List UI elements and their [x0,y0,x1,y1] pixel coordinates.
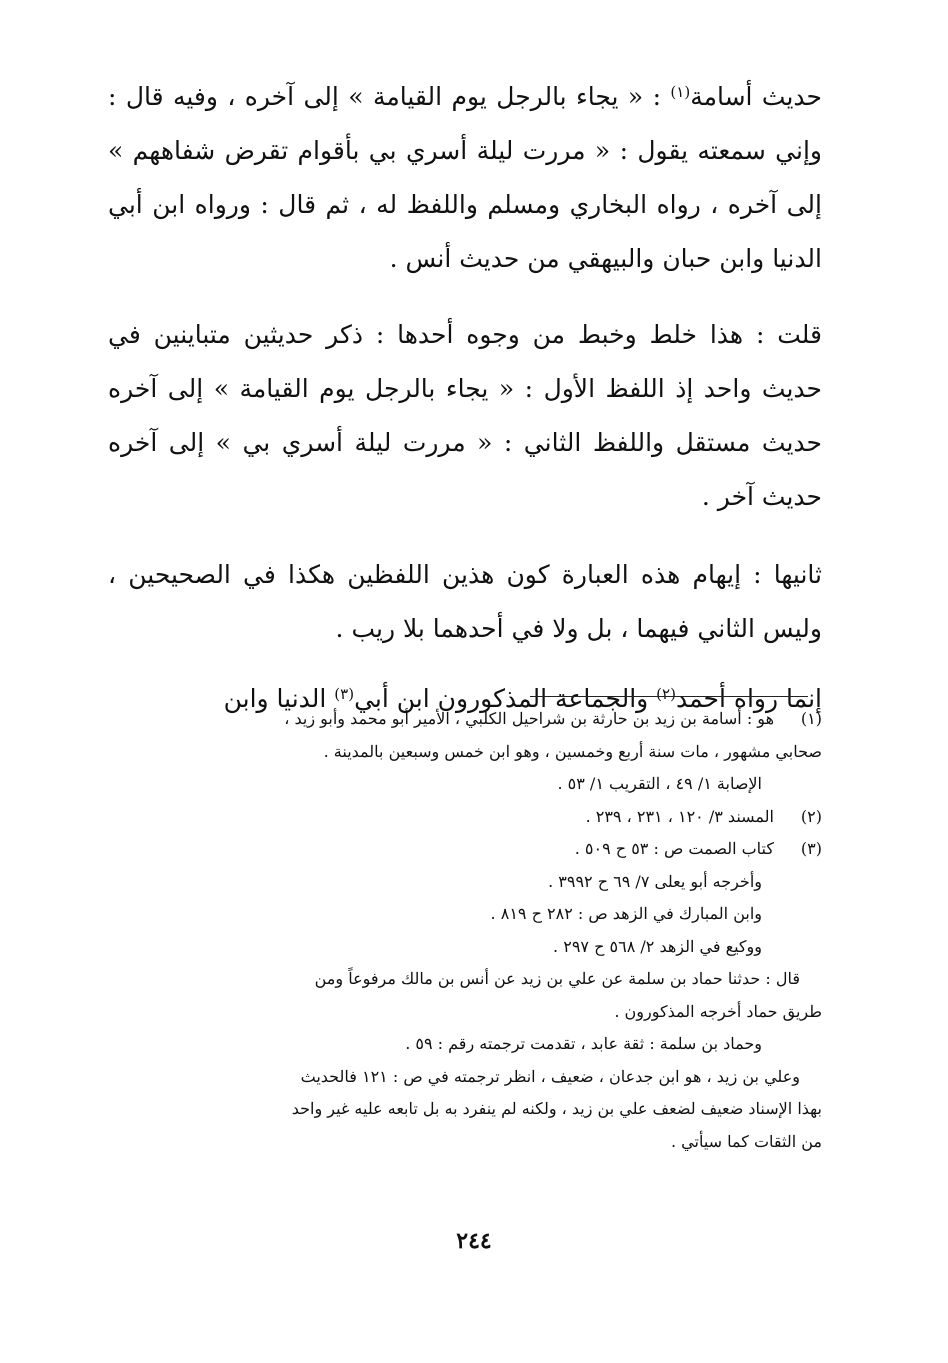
footnote-line: قال : حدثنا حماد بن سلمة عن علي بن زيد عن أنس بن مالك مرفوعاً ومن [314,969,800,988]
footnote-line: المسند ٣/ ١٢٠ ، ٢٣١ ، ٢٣٩ . [585,806,774,826]
footnote-line: طريق حماد أخرجه المذكورون . [614,1001,822,1021]
footnote-line: وعلي بن زيد ، هو ابن جدعان ، ضعيف ، انظر ترجمته في ص : ١٢١ فالحديث [300,1066,800,1086]
page-number: ٢٤٤ [456,1228,492,1254]
footnote-3 [114,833,822,1158]
paragraph-1 [108,70,822,286]
paragraph-3: ثانيها : إيهام هذه العبارة كون هذين اللفظين هكذا في الصحيحين ، وليس الثاني فيهما ، بل ولا في أحدهما بلا ريب . [108,560,822,643]
footnote-line: من الثقات كما سيأتي . [671,1131,822,1151]
footnote-line: صحابي مشهور ، مات سنة أربع وخمسين ، وهو ابن خمس وسبعين بالمدينة . [323,741,822,761]
paragraph-1-text-a: حديث أسامة [690,82,822,111]
footnote-number: (٢) [800,806,822,826]
footnotes [114,703,822,1158]
footnote-ref-2[interactable]: (٢) [656,685,676,703]
footnote-line: وحماد بن سلمة : ثقة عابد ، تقدمت ترجمته رقم : ٥٩ . [405,1034,762,1053]
footnote-number: (١) [800,709,822,728]
footnote-separator [530,696,808,697]
footnote-ref-1[interactable]: (١) [670,83,691,101]
paragraph-4-text-a: إنما رواه أحمد [675,684,822,713]
footnote-2 [114,801,822,834]
footnote-line: وأخرجه أبو يعلى ٧/ ٦٩ ح ٣٩٩٢ . [548,871,762,891]
footnote-number: (٣) [800,839,822,858]
paragraph-2: قلت : هذا خلط وخبط من وجوه أحدها : ذكر حديثين متباينين في حديث واحد إذ اللفظ الأول : « يجاء بالرجل يوم القيامة » إلى آخره حديث مستقل واللفظ الثاني : « مررت ليلة أسري بي » إلى آخره حديث آخر . [108,320,822,511]
main-text [108,70,822,726]
paragraph-4-text-c: الدنيا وابن [223,684,335,713]
footnote-line: كتاب الصمت ص : ٥٣ ح ٥٠٩ . [574,839,774,858]
footnote-1 [114,703,822,801]
footnote-line: ووكيع في الزهد ٢/ ٥٦٨ ح ٢٩٧ . [553,936,762,956]
footnote-line: الإصابة ١/ ٤٩ ، التقريب ١/ ٥٣ . [557,774,762,793]
paragraph-1-text-b: : « يجاء بالرجل يوم القيامة » إلى آخره ، وفيه قال : وإني سمعته يقول : « مررت ليلة أسري بي بأقوام تقرض شفاههم » إلى آخره ، رواه البخاري ومسلم واللفظ له ، ثم قال : ورواه ابن أبي الدنيا وابن حبان والبيهقي من حديث أنس . [108,82,822,273]
footnote-line: هو : أسامة بن زيد بن حارثة بن شراحيل الكلبي ، الأمير أبو محمد وأبو زيد ، [284,709,774,728]
footnote-line: بهذا الإسناد ضعيف لضعف علي بن زيد ، ولكنه لم ينفرد به بل تابعه عليه غير واحد [291,1099,822,1118]
footnote-ref-3[interactable]: (٣) [334,685,355,703]
footnote-line: وابن المبارك في الزهد ص : ٢٨٢ ح ٨١٩ . [490,904,762,923]
paragraph-4-text-b: والجماعة المذكورون ابن أبي [354,684,657,713]
